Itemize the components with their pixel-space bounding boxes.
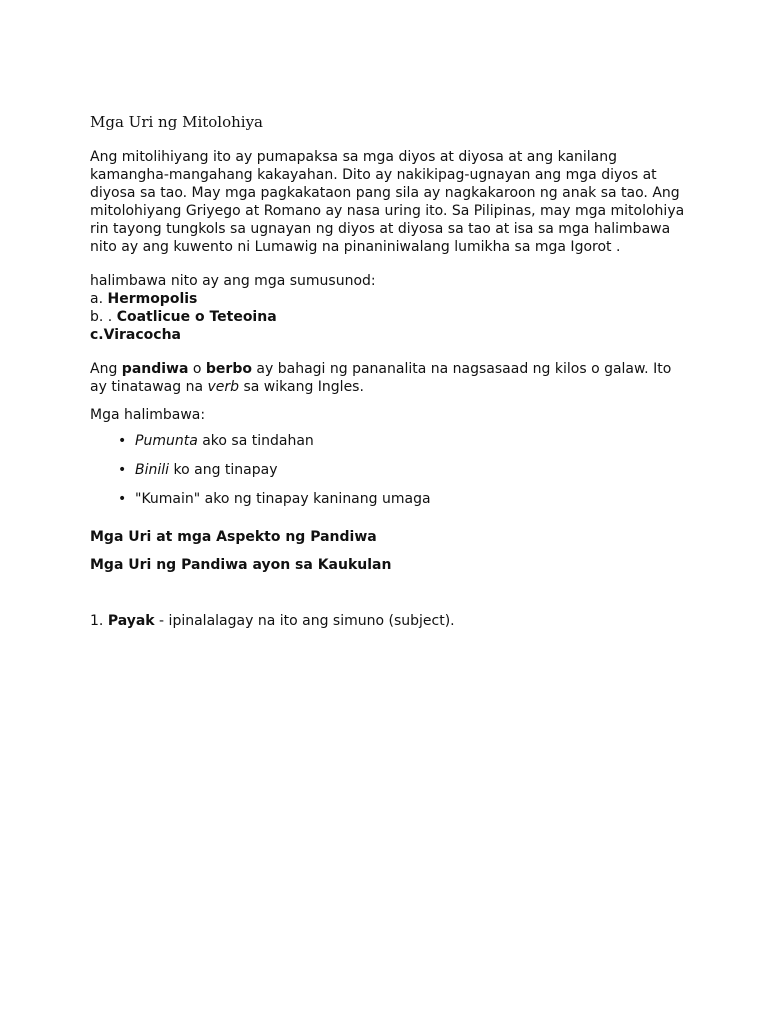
document-body [90,112,690,630]
myth-example-prefix: b. . [90,309,117,325]
intro-line: Ang mitolihiyang ito ay pumapaksa sa mga diyos at diyosa at ang kanilang [90,149,618,165]
intro-line: mitolohiyang Griyego at Romano ay nasa uring ito. Sa Pilipinas, may mga mitolohiya [90,203,685,219]
text-run: ay tinatawag na [90,379,208,395]
heading-aspects: Mga Uri at mga Aspekto ng Pandiwa [90,529,377,545]
intro-line: nito ay ang kuwento ni Lumawig na pinaniniwalang lumikha sa mga Igorot . [90,239,621,255]
payak-definition: - ipinalalagay na ito ang simuno (subject). [154,613,455,629]
text-run: o [188,361,206,377]
payak-term: Payak [107,613,155,629]
bullet-icon: • [118,491,127,507]
text-run: sa wikang Ingles. [239,379,364,395]
myth-example-name: c.Viracocha [90,327,181,343]
heading-kaukulan: Mga Uri ng Pandiwa ayon sa Kaukulan [90,557,392,573]
text-run: ay bahagi ng pananalita na nagsasaad ng kilos o galaw. Ito [251,361,672,377]
intro-line: kamangha-mangahang kakayahan. Dito ay nakikipag-ugnayan ang mga diyos at [90,167,657,183]
example-verb: Binili [135,462,170,478]
term-verb: verb [207,379,240,395]
myth-example-name: Hermopolis [107,291,198,307]
list-item [118,461,690,479]
myth-example-item [90,326,690,344]
example-rest: "Kumain" ako ng tinapay kaninang umaga [135,491,431,507]
list-item [118,432,690,450]
example-rest: ko ang tinapay [169,462,278,478]
myth-example-prefix: a. [90,291,108,307]
verb-definition-paragraph [90,360,690,396]
intro-line: diyosa sa tao. May mga pagkakataon pang sila ay nagkakaroon ng anak sa tao. Ang [90,185,680,201]
term-pandiwa: pandiwa [121,361,189,377]
verb-definition-line [90,378,690,396]
verb-definition-line [90,360,690,378]
list-item [118,490,690,508]
examples-intro: halimbawa nito ay ang mga sumusunod: [90,273,376,289]
bullet-icon: • [118,433,127,449]
verb-examples-list [90,432,690,508]
text-run: Ang [90,361,122,377]
example-verb: Pumunta [135,433,198,449]
payak-number: 1. [90,613,108,629]
myth-example-item [90,290,690,308]
myth-example-item [90,308,690,326]
intro-line: rin tayong tungkols sa ugnayan ng diyos at diyosa sa tao at isa sa mga halimbawa [90,221,671,237]
examples-label: Mga halimbawa: [90,407,206,423]
term-berbo: berbo [205,361,252,377]
payak-item [90,612,690,630]
example-rest: ako sa tindahan [197,433,314,449]
document-title: Mga Uri ng Mitolohiya [90,113,263,131]
bullet-icon: • [118,462,127,478]
myth-examples-block [90,272,690,344]
myth-example-name: Coatlicue o Teteoina [116,309,277,325]
intro-paragraph [90,148,690,256]
